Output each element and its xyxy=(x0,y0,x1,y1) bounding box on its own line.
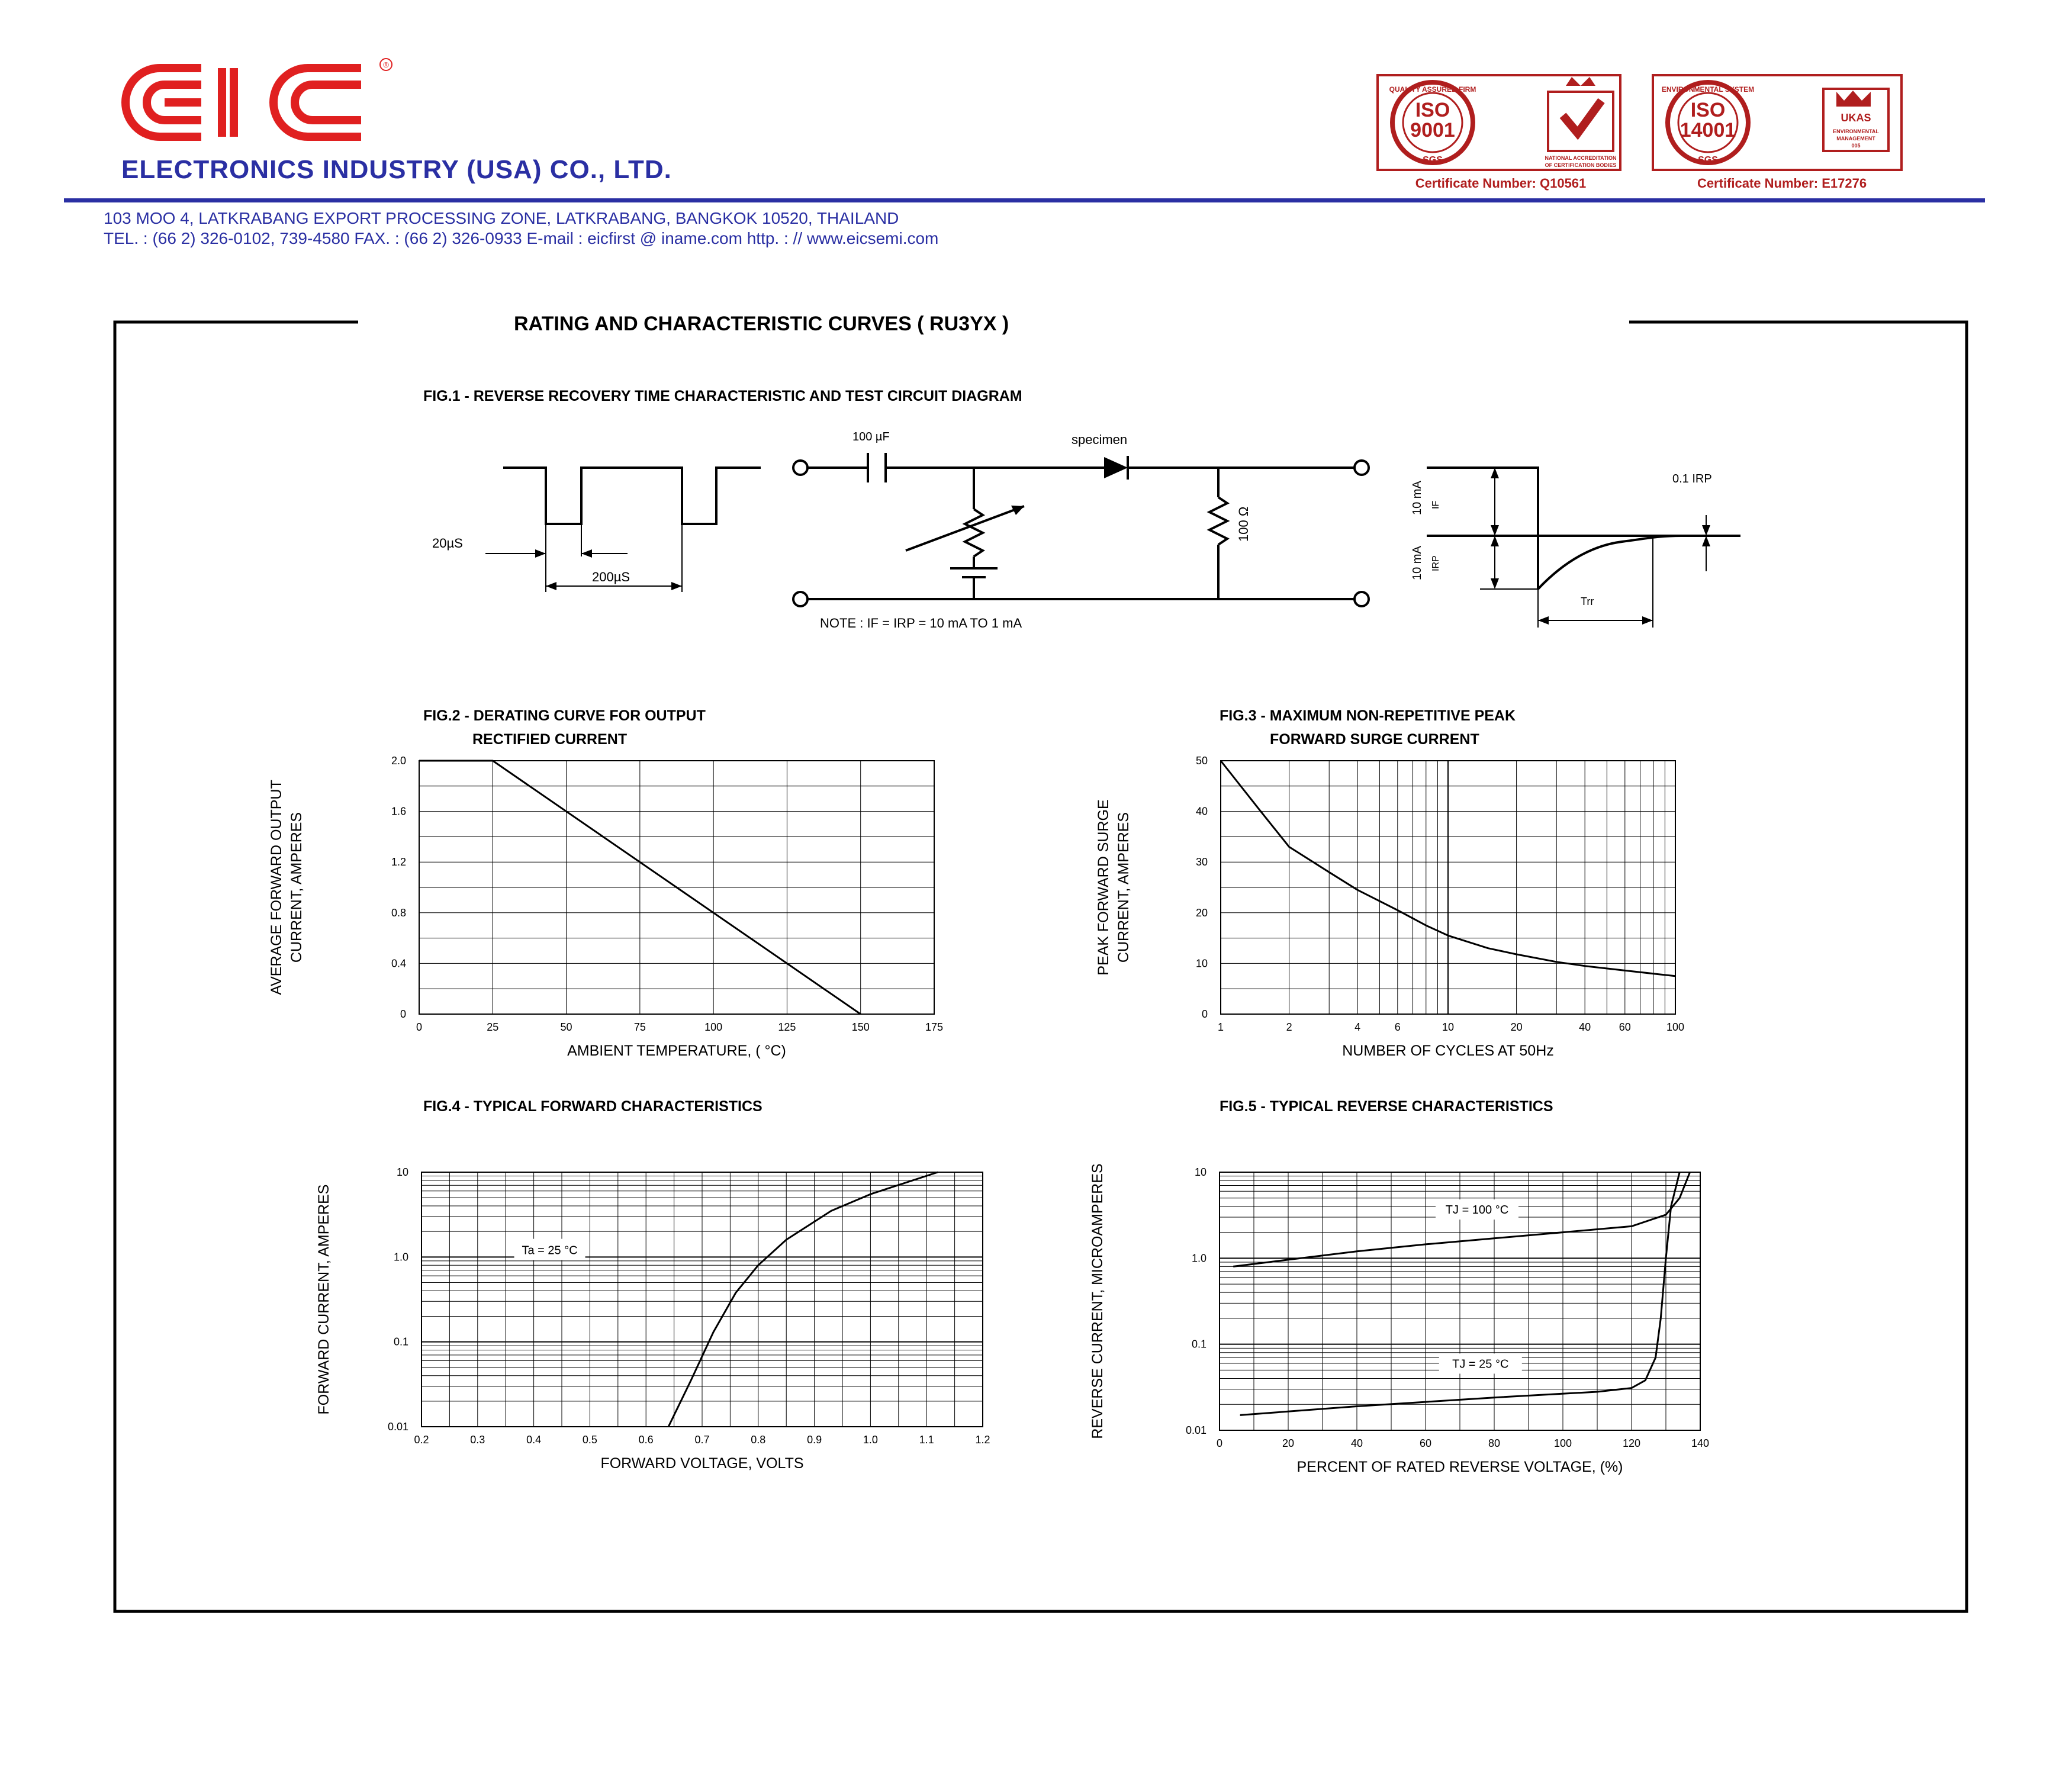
fig4-title: FIG.4 - TYPICAL FORWARD CHARACTERISTICS xyxy=(423,1098,762,1115)
data-point xyxy=(735,1292,736,1293)
svg-text:UKAS: UKAS xyxy=(1841,112,1871,124)
data-point xyxy=(1448,935,1449,936)
data-point xyxy=(1655,1357,1656,1358)
svg-text:Trr: Trr xyxy=(1581,596,1594,607)
fig4-chart xyxy=(308,1143,1018,1486)
y-tick-label: 2.0 xyxy=(391,755,406,767)
fig5-title: FIG.5 - TYPICAL REVERSE CHARACTERISTICS xyxy=(1220,1098,1553,1115)
registered-mark: ® xyxy=(383,60,389,69)
svg-text:SGS: SGS xyxy=(1423,155,1443,165)
x-tick-label: 140 xyxy=(1691,1437,1710,1449)
svg-text:Certificate Number: E17276: Certificate Number: E17276 xyxy=(1697,176,1867,191)
page-title: RATING AND CHARACTERISTIC CURVES ( RU3YX ) xyxy=(514,313,1009,335)
y-tick-label: 0.1 xyxy=(1191,1338,1206,1350)
x-tick-label: 0.9 xyxy=(807,1434,822,1446)
fig5-chart xyxy=(1077,1125,1729,1492)
svg-text:Certificate Number: Q10561: Certificate Number: Q10561 xyxy=(1415,176,1587,191)
svg-text:0.1 IRP: 0.1 IRP xyxy=(1672,472,1712,485)
data-point xyxy=(1288,1259,1289,1260)
x-axis-label: PERCENT OF RATED REVERSE VOLTAGE, (%) xyxy=(1296,1459,1623,1475)
tj100-annotation: TJ = 100 °C xyxy=(1445,1204,1509,1217)
svg-text:specimen: specimen xyxy=(1072,432,1128,447)
y-tick-label: 40 xyxy=(1195,805,1208,818)
svg-text:SGS: SGS xyxy=(1698,155,1718,165)
ta-annotation: Ta = 25 °C xyxy=(522,1244,578,1257)
data-point xyxy=(870,1194,871,1195)
svg-text:ENVIRONMENTAL SYSTEM: ENVIRONMENTAL SYSTEM xyxy=(1661,85,1755,94)
data-point xyxy=(1329,872,1330,873)
y-tick-label: 1.0 xyxy=(1191,1252,1206,1265)
data-point xyxy=(1494,1397,1495,1398)
y-tick-label: 0 xyxy=(1201,1008,1208,1020)
y-tick-label: 10 xyxy=(396,1166,408,1178)
svg-text:20µS: 20µS xyxy=(432,536,463,551)
data-point xyxy=(1556,961,1557,962)
data-point xyxy=(1233,1266,1234,1267)
fig2-chart xyxy=(249,746,983,1077)
y-tick-label: 0.8 xyxy=(391,906,406,919)
fig3-chart xyxy=(1083,746,1735,1077)
x-axis-label: AMBIENT TEMPERATURE, ( °C) xyxy=(567,1043,786,1059)
x-tick-label: 0.4 xyxy=(526,1434,542,1446)
x-tick-label: 60 xyxy=(1619,1021,1631,1033)
x-tick-label: 40 xyxy=(1350,1437,1363,1449)
y-tick-label: 10 xyxy=(1195,957,1208,970)
svg-text:ISO: ISO xyxy=(1415,99,1450,121)
svg-text:14001: 14001 xyxy=(1680,119,1736,141)
x-tick-label: 1.0 xyxy=(863,1434,878,1446)
x-tick-label: 125 xyxy=(778,1021,796,1033)
x-tick-label: 0.3 xyxy=(470,1434,485,1446)
x-tick-label: 1 xyxy=(1217,1021,1224,1033)
y-tick-label: 0.01 xyxy=(1185,1424,1206,1436)
x-tick-label: 0.2 xyxy=(414,1434,429,1446)
svg-text:100 Ω: 100 Ω xyxy=(1236,506,1251,542)
x-tick-label: 100 xyxy=(704,1021,723,1033)
recovery-waveform xyxy=(1427,468,1740,589)
x-tick-label: 1.2 xyxy=(975,1434,990,1446)
fig1-title: FIG.1 - REVERSE RECOVERY TIME CHARACTERISTIC AND TEST CIRCUIT DIAGRAM xyxy=(423,388,1022,404)
x-tick-label: 10 xyxy=(1442,1021,1455,1033)
tj25-annotation: TJ = 25 °C xyxy=(1452,1357,1509,1371)
fig3-title-1: FIG.3 - MAXIMUM NON-REPETITIVE PEAK xyxy=(1220,707,1516,724)
x-tick-label: 120 xyxy=(1622,1437,1641,1449)
x-tick-label: 80 xyxy=(1488,1437,1501,1449)
x-tick-label: 2 xyxy=(1286,1021,1292,1033)
x-axis-label: NUMBER OF CYCLES AT 50Hz xyxy=(1342,1043,1554,1059)
x-tick-label: 0.6 xyxy=(638,1434,654,1446)
x-tick-label: 0 xyxy=(416,1021,423,1033)
x-tick-label: 175 xyxy=(925,1021,944,1033)
svg-text:NATIONAL ACCREDITATION: NATIONAL ACCREDITATION xyxy=(1545,155,1617,161)
y-axis-label: REVERSE CURRENT, MICROAMPERES xyxy=(1089,1163,1106,1439)
x-tick-label: 0.7 xyxy=(694,1434,710,1446)
x-tick-label: 0.8 xyxy=(751,1434,766,1446)
svg-text:MANAGEMENT: MANAGEMENT xyxy=(1836,136,1875,141)
y-tick-label: 0.1 xyxy=(393,1336,408,1348)
y-axis-label: AVERAGE FORWARD OUTPUT xyxy=(268,780,285,995)
fig3-title-2: FORWARD SURGE CURRENT xyxy=(1270,731,1479,748)
x-tick-label: 4 xyxy=(1354,1021,1361,1033)
x-tick-label: 100 xyxy=(1666,1021,1685,1033)
y-tick-label: 1.0 xyxy=(393,1251,408,1263)
data-point xyxy=(1645,1380,1646,1381)
address-line-1: 103 MOO 4, LATKRABANG EXPORT PROCESSING ZONE, LATKRABANG, BANGKOK 10520, THAILAND xyxy=(104,209,899,227)
y-tick-label: 30 xyxy=(1195,856,1208,868)
svg-text:NOTE : IF = IRP = 10 mA TO 1: NOTE : IF = IRP = 10 mA TO 1 mA xyxy=(820,616,1022,630)
fig2-title-2: RECTIFIED CURRENT xyxy=(472,731,628,748)
svg-text:100 µF: 100 µF xyxy=(852,430,890,443)
svg-text:ISO: ISO xyxy=(1690,99,1726,121)
y-tick-label: 10 xyxy=(1194,1166,1206,1178)
y-axis-label: FORWARD CURRENT, AMPERES xyxy=(316,1184,332,1415)
y-axis-label: PEAK FORWARD SURGE xyxy=(1095,799,1112,976)
x-tick-label: 0.5 xyxy=(582,1434,597,1446)
x-tick-label: 60 xyxy=(1419,1437,1432,1449)
x-tick-label: 20 xyxy=(1510,1021,1523,1033)
svg-text:10 mA: 10 mA xyxy=(1411,546,1424,580)
y-axis-label: CURRENT, AMPERES xyxy=(288,812,305,963)
x-tick-label: 25 xyxy=(487,1021,499,1033)
svg-text:QUALITY ASSURED FIRM: QUALITY ASSURED FIRM xyxy=(1389,85,1476,94)
svg-text:IF: IF xyxy=(1431,500,1441,509)
y-tick-label: 1.6 xyxy=(391,805,406,818)
svg-text:9001: 9001 xyxy=(1410,119,1455,141)
svg-text:10 mA: 10 mA xyxy=(1411,481,1424,515)
x-axis-label: FORWARD VOLTAGE, VOLTS xyxy=(600,1455,804,1472)
company-name: ELECTRONICS INDUSTRY (USA) CO., LTD. xyxy=(121,155,672,184)
data-point xyxy=(1260,811,1261,812)
x-tick-label: 40 xyxy=(1579,1021,1591,1033)
x-tick-label: 0 xyxy=(1216,1437,1223,1449)
x-tick-label: 150 xyxy=(851,1021,870,1033)
diode-symbol xyxy=(1104,457,1128,478)
pulse-waveform xyxy=(503,468,761,524)
x-tick-label: 6 xyxy=(1394,1021,1401,1033)
y-tick-label: 1.2 xyxy=(391,856,406,868)
svg-text:OF CERTIFICATION BODIES: OF CERTIFICATION BODIES xyxy=(1545,162,1617,168)
x-tick-label: 75 xyxy=(633,1021,646,1033)
x-tick-label: 20 xyxy=(1282,1437,1295,1449)
x-tick-label: 1.1 xyxy=(919,1434,934,1446)
svg-text:IRP: IRP xyxy=(1431,555,1441,571)
data-point xyxy=(860,1014,861,1015)
svg-text:005: 005 xyxy=(1851,143,1861,149)
y-tick-label: 20 xyxy=(1195,906,1208,919)
y-tick-label: 0 xyxy=(400,1008,406,1020)
y-tick-label: 0.4 xyxy=(391,957,406,970)
svg-text:ENVIRONMENTAL: ENVIRONMENTAL xyxy=(1833,128,1879,134)
y-tick-label: 50 xyxy=(1195,755,1208,767)
y-axis-label: CURRENT, AMPERES xyxy=(1115,812,1132,963)
fig2-title-1: FIG.2 - DERATING CURVE FOR OUTPUT xyxy=(423,707,706,724)
address-line-2: TEL. : (66 2) 326-0102, 739-4580 FAX. : (66 2) 326-0933 E-mail : eicfirst @ iname.com http. : // www.eicsemi.com xyxy=(104,229,939,247)
svg-text:200µS: 200µS xyxy=(592,570,630,584)
data-point xyxy=(1624,970,1625,971)
x-tick-label: 50 xyxy=(560,1021,572,1033)
series-line xyxy=(668,1172,938,1427)
test-circuit xyxy=(793,453,1369,606)
x-tick-label: 100 xyxy=(1553,1437,1572,1449)
y-tick-label: 0.01 xyxy=(387,1421,408,1433)
